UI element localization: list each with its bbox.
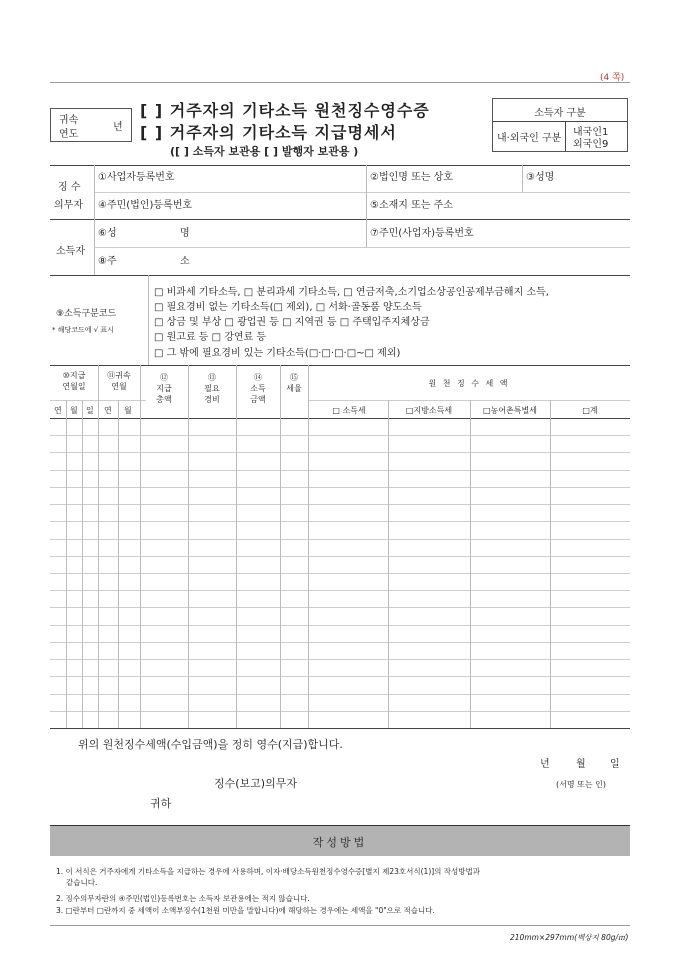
table-subcol-line [388, 400, 389, 728]
table-subcol-line [66, 400, 67, 728]
earner-label: 소득자 [56, 246, 85, 257]
sub-day: 일 [86, 406, 94, 415]
title-receipt: [ ] 거주자의 기타소득 원천징수영수증 [140, 101, 430, 120]
table-bottom-line [50, 728, 630, 729]
form-number: (4 쪽) [600, 73, 625, 83]
header-withholding-tax: 원 천 징 수 세 액 [428, 379, 510, 388]
resident-reg-number-label: ④주민(법인)등록번호 [98, 200, 193, 211]
date-day: 일 [610, 759, 620, 770]
signature-label[interactable]: (서명 또는 인) [556, 780, 606, 789]
sub-month-2: 월 [124, 406, 132, 415]
earner-bottom-line [50, 275, 630, 276]
earner-category-box [492, 98, 628, 152]
table-row-line [50, 694, 630, 695]
obligor-label: 징수(보고)의무자 [214, 777, 297, 790]
table-subcol-line [82, 400, 83, 728]
table-row-line [50, 642, 630, 643]
code-col-divider [148, 275, 149, 365]
sub-month: 월 [70, 406, 78, 415]
label-col-divider [94, 165, 95, 275]
sub-year: 연 [54, 406, 62, 415]
tax-local-label: □지방소득세 [405, 406, 453, 415]
paper-spec: 210mm×297mm(백상지 80g/㎡) [510, 933, 629, 942]
recipient-label: 귀하 [150, 797, 172, 810]
header-attribution-month: ⑪귀속 연월 [107, 371, 131, 391]
table-row-line [50, 452, 630, 453]
year-unit: 년 [113, 122, 123, 133]
method-title: 작성방법 [312, 836, 368, 849]
table-row-line [50, 470, 630, 471]
earner-name-label-b: 명 [180, 228, 190, 239]
table-col-line [308, 365, 309, 728]
category-label: 내·외국인 구분 [497, 133, 562, 144]
top-rule [50, 82, 630, 83]
tax-income-label: □ 소득세 [332, 406, 366, 415]
category-title: 소득자 구분 [534, 108, 586, 119]
category-domestic: 내국인1 [573, 127, 609, 138]
tax-total-label: □계 [582, 406, 598, 415]
income-code-option-3[interactable]: □ 상금 및 부상 □ 광업권 등 □ 지역권 등 □ 주택입주지체상금 [154, 317, 430, 328]
header-bottom-line [50, 418, 630, 419]
withholder-name-divider [522, 165, 523, 192]
table-row-line [50, 487, 630, 488]
income-code-option-1[interactable]: □ 비과세 기타소득, □ 분리과세 기타소득, □ 연금저축,소기업소상공인공제부금해지 소득, [154, 287, 549, 298]
tax-rural-label: □농어촌특별세 [483, 406, 537, 415]
table-row-line [50, 435, 630, 436]
table-row-line [50, 590, 630, 591]
income-code-note: * 해당코드에 √ 표시 [52, 326, 114, 334]
table-subcol-line [550, 400, 551, 728]
year-box [50, 108, 132, 142]
income-code-option-5[interactable]: □ 그 밖에 필요경비 있는 기타소득(□·□·□·□~□ 제외) [154, 348, 401, 359]
income-code-option-2[interactable]: □ 필요경비 없는 기타소득(□ 제외), □ 서화·골동품 양도소득 [154, 302, 422, 313]
sub-year-2: 연 [104, 406, 112, 415]
earner-mid-divider [366, 219, 367, 247]
income-code-label: ⑨소득구분코드 [56, 309, 117, 319]
header-pay-date: ⑩지급 연월일 [62, 371, 86, 391]
table-subcol-line [470, 400, 471, 728]
table-row-line [50, 504, 630, 505]
table-col-line [98, 365, 99, 728]
table-row-line [50, 659, 630, 660]
category-vdivider [565, 121, 566, 151]
bottom-rule [50, 925, 630, 926]
note-1b: 같습니다. [66, 878, 98, 887]
category-foreign: 외국인9 [573, 139, 609, 150]
withholder-label-1: 징 수 [58, 182, 81, 193]
table-row-line [50, 573, 630, 574]
table-col-line [236, 365, 237, 728]
table-row-line [50, 556, 630, 557]
table-row-line [50, 539, 630, 540]
code-bottom-line [50, 365, 630, 366]
income-code-option-4[interactable]: □ 원고료 등 □ 강연료 등 [154, 332, 267, 343]
table-col-line [188, 365, 189, 728]
note-3: 3. □란부터 □란까지 중 세액이 소액부징수(1천원 미만을 말합니다)에 해당하는 경우에는 세액을 "0"으로 적습니다. [56, 906, 435, 915]
category-divider [493, 121, 627, 122]
table-row-line [50, 625, 630, 626]
note-1a: 1. 이 서식은 거주자에게 기타소득을 지급하는 경우에 사용하며, 이자·배당소득원천징수영수증[별지 제23호서식(1)]의 작성방법과 [56, 867, 481, 876]
earner-address-label-b: 소 [180, 256, 190, 267]
method-header-bar [50, 825, 630, 856]
title-statement: [ ] 거주자의 기타소득 지급명세서 [140, 123, 397, 142]
header-tax-rate: ⑮ 세율 [286, 373, 302, 393]
year-label-2: 연도 [59, 129, 79, 140]
date-year: 년 [540, 759, 550, 770]
address-label: ⑤소재지 또는 주소 [370, 200, 453, 211]
table-row-line [50, 711, 630, 712]
header-expenses: ⑬ 필요 경비 [204, 373, 220, 404]
note-2: 2. 징수의무자란의 ④주민(법인)등록번호는 소득자 보관용에는 적지 않습니다. [56, 894, 310, 903]
earner-reg-number-label: ⑦주민(사업자)등록번호 [370, 228, 474, 239]
copy-type: ([ ] 소득자 보관용 [ ] 발행자 보관용 ) [170, 145, 359, 158]
table-row-line [50, 521, 630, 522]
table-row-line [50, 676, 630, 677]
earner-address-label-a: ⑧주 [98, 256, 117, 267]
table-col-line [280, 365, 281, 728]
withholder-row-divider [94, 192, 630, 193]
year-label-1: 귀속 [59, 115, 79, 126]
receipt-statement: 위의 원천징수세액(수입금액)을 정히 영수(지급)합니다. [78, 738, 343, 751]
withholder-bottom-line [50, 219, 630, 220]
business-reg-number-label: ①사업자등록번호 [98, 172, 175, 183]
table-col-line [140, 365, 141, 728]
earner-name-label-a: ⑥성 [98, 228, 117, 239]
withholder-label-2: 의무자 [54, 200, 83, 211]
section-top-line [50, 165, 630, 166]
table-subcol-line [118, 400, 119, 728]
withholder-name-label: ③성명 [526, 172, 555, 183]
withholder-mid-divider [366, 165, 367, 219]
tax-subheader-line [308, 400, 630, 401]
table-row-line [50, 607, 630, 608]
corporate-name-label: ②법인명 또는 상호 [370, 172, 453, 183]
date-month: 월 [576, 759, 586, 770]
header-income-amount: ⑭ 소득 금액 [250, 373, 266, 404]
earner-row-divider [94, 247, 630, 248]
header-total-paid: ⑫ 지급 총액 [156, 373, 172, 404]
